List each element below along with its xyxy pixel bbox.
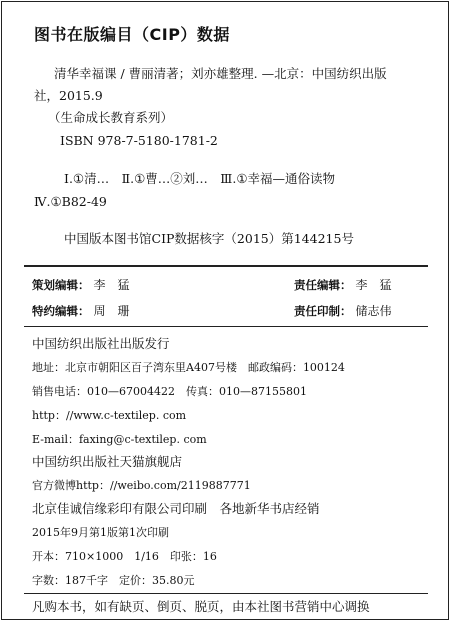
planning-editor-label: 策划编辑： bbox=[32, 278, 90, 292]
publisher-website: http：//www.c-textilep. com bbox=[32, 409, 187, 422]
copyright-page bbox=[1, 1, 449, 620]
publisher-shop: 中国纺织出版社天猫旗舰店 bbox=[32, 454, 183, 469]
special-editor-label: 特约编辑： bbox=[32, 304, 90, 318]
publisher-email: E-mail：faxing@c-textilep. com bbox=[32, 433, 207, 446]
printing-supervisor bbox=[294, 303, 392, 319]
planning-editor bbox=[32, 277, 130, 293]
cip-classification-2: Ⅳ.①B82-49 bbox=[34, 194, 107, 209]
words-price-info: 字数：187千字 定价：35.80元 bbox=[32, 574, 195, 587]
cip-title: 图书在版编目（CIP）数据 bbox=[34, 25, 230, 44]
cip-classification-1: Ⅰ.①清… Ⅱ.①曹…②刘… Ⅲ.①幸福—通俗读物 bbox=[64, 171, 336, 186]
special-editor bbox=[32, 303, 130, 319]
cip-record-number: 中国版本图书馆CIP数据核字（2015）第144215号 bbox=[64, 231, 354, 246]
publisher-weibo: 官方微博http：//weibo.com/2119887771 bbox=[32, 479, 251, 492]
publisher-issuer: 中国纺织出版社出版发行 bbox=[32, 336, 170, 351]
format-info: 开本：710×1000 1/16 印张：16 bbox=[32, 550, 217, 563]
responsible-editor bbox=[294, 277, 392, 293]
divider-bottom bbox=[24, 593, 428, 594]
cip-isbn: ISBN 978-7-5180-1781-2 bbox=[60, 133, 218, 148]
planning-editor-name: 李 猛 bbox=[93, 278, 130, 292]
divider-top bbox=[24, 265, 428, 267]
responsible-editor-label: 责任编辑： bbox=[294, 278, 352, 292]
special-editor-name: 周 珊 bbox=[93, 304, 130, 318]
divider-middle bbox=[24, 326, 428, 327]
edition-info: 2015年9月第1版第1次印刷 bbox=[32, 526, 169, 539]
cip-line-1: 清华幸福课 / 曹丽清著；刘亦雄整理. —北京：中国纺织出版 bbox=[54, 66, 387, 81]
printing-supervisor-name: 储志伟 bbox=[355, 304, 392, 318]
footer-notice: 凡购本书，如有缺页、倒页、脱页，由本社图书营销中心调换 bbox=[32, 599, 370, 614]
cip-series: （生命成长教育系列） bbox=[48, 110, 174, 125]
cip-line-2: 社，2015.9 bbox=[34, 88, 103, 103]
publisher-phone: 销售电话：010—67004422 传真：010—87155801 bbox=[32, 385, 307, 398]
printer-info: 北京佳诚信缘彩印有限公司印刷 各地新华书店经销 bbox=[32, 501, 320, 516]
publisher-address: 地址：北京市朝阳区百子湾东里A407号楼 邮政编码：100124 bbox=[32, 361, 345, 374]
responsible-editor-name: 李 猛 bbox=[355, 278, 392, 292]
printing-supervisor-label: 责任印制： bbox=[294, 304, 352, 318]
